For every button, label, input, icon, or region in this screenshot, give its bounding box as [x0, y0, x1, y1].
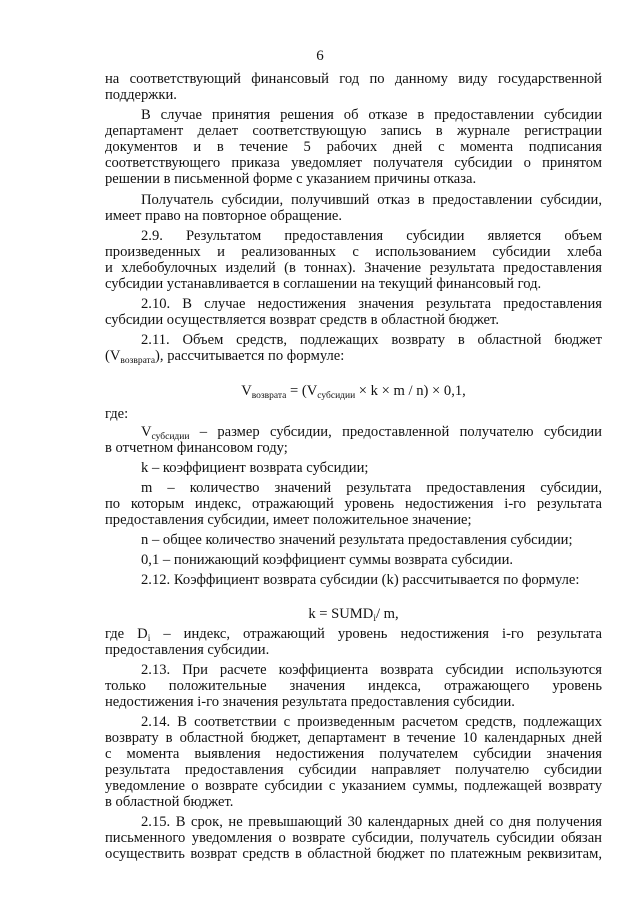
text-line: только положительные значения индекса, отражающего уровень — [105, 678, 602, 694]
text-line: и хлебобулочных изделий (в тоннах). Значение результата предоставления — [105, 260, 602, 276]
text-line: 2.12. Коэффициент возврата субсидии (k) рассчитывается по формуле: — [141, 572, 580, 588]
text-line: недостижения i-го значения результата предоставления субсидии. — [105, 694, 515, 710]
text-line: предоставления субсидии. — [105, 642, 270, 658]
text-line: 2.9. Результатом предоставления субсидии является объем — [141, 228, 602, 244]
text-line: решении в письменной форме с указанием причины отказа. — [105, 171, 477, 187]
text-line: осуществить возврат средств в областной бюджет по платежным реквизитам, — [105, 846, 602, 862]
text-line: k – коэффициент возврата субсидии; — [141, 460, 369, 476]
text-line: 2.10. В случае недостижения значения результата предоставления — [141, 296, 602, 312]
text-line: письменного уведомления о возврате субсидии, получатель субсидии обязан — [105, 830, 602, 846]
text-line: 2.15. В срок, не превышающий 30 календарных дней со дня получения — [141, 814, 602, 830]
text-line: предоставления субсидии, имеет положительное значение; — [105, 512, 472, 528]
text-line: m – количество значений результата предоставления субсидии, — [141, 480, 602, 496]
text-line: n – общее количество значений результата предоставления субсидии; — [141, 532, 573, 548]
text-line: в отчетном финансовом году; — [105, 440, 288, 456]
text-line: в областной бюджет. — [105, 794, 234, 810]
text-line: где: — [105, 406, 129, 422]
text-line: 2.13. При расчете коэффициента возврата субсидии используются — [141, 662, 602, 678]
text-line: Получатель субсидии, получивший отказ в предоставлении субсидии, — [141, 192, 602, 208]
text-line: соответствующего приказа уведомляет получателя субсидии о принятом — [105, 155, 602, 171]
text-line: результата предоставления субсидии направляет получателю субсидии — [105, 762, 602, 778]
text-line: субсидии осуществляется возврат средств в областной бюджет. — [105, 312, 499, 328]
text-line: $V_{субсидии}$ – размер субсидии, предоставленной получателю субсидии — [141, 424, 602, 442]
text-line: по которым индекс, отражающий уровень недостижения i-го результата — [105, 496, 602, 512]
text-line: где $D_i$ – индекс, отражающий уровень недостижения i-го результата — [105, 626, 602, 644]
text-line: произведенных и реализованных с использованием субсидии хлеба — [105, 244, 602, 260]
text-line: имеет право на повторное обращение. — [105, 208, 343, 224]
text-line: 2.14. В соответствии с произведенным расчетом средств, подлежащих — [141, 714, 602, 730]
text-line: субсидии устанавливается в соглашении на текущий финансовый год. — [105, 276, 542, 292]
text-line: с момента выявления недостижения получателем субсидии значения — [105, 746, 602, 762]
text-line: $V_{возврата} = (V_{субсидии} \times k \times m / n) \times 0,1$, — [241, 383, 466, 401]
text-line: уведомление о возврате субсидии с указанием суммы, подлежащей возврату — [105, 778, 602, 794]
text-line: документов и в течение 5 рабочих дней с момента подписания — [105, 139, 602, 155]
page-number: 6 — [316, 48, 324, 64]
text-line: департамент делает соответствующую запись в журнале регистрации — [105, 123, 602, 139]
text-line: поддержки. — [105, 87, 177, 103]
text-line: 2.11. Объем средств, подлежащих возврату в областной бюджет — [141, 332, 602, 348]
text-line: возврату в областной бюджет, департамент в течение 10 календарных дней — [105, 730, 602, 746]
text-line: $(V_{возврата})$, рассчитывается по формуле: — [105, 348, 345, 366]
text-line: 0,1 – понижающий коэффициент суммы возврата субсидии. — [141, 552, 514, 568]
text-line: В случае принятия решения об отказе в предоставлении субсидии — [141, 107, 602, 123]
text-line: $k = SUMD_i/$ m, — [308, 606, 399, 624]
text-line: на соответствующий финансовый год по данному виду государственной — [105, 71, 602, 87]
